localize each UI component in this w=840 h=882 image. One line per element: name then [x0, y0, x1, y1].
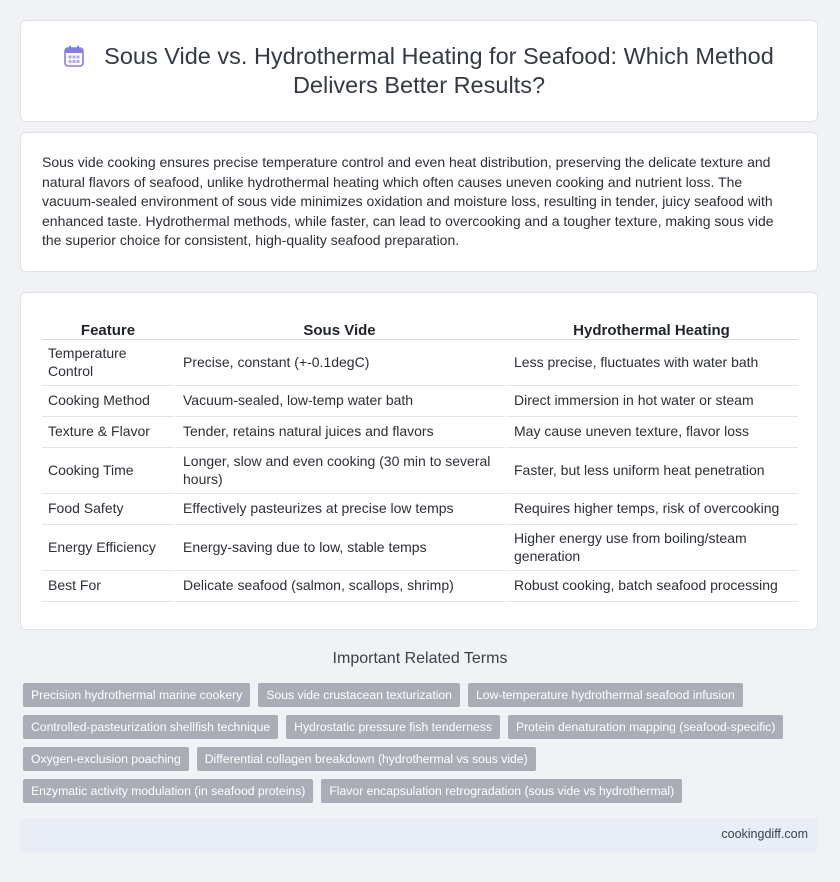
row-hydrothermal: Faster, but less uniform heat penetration	[505, 448, 798, 494]
calendar-icon	[64, 45, 84, 67]
table-header-row	[42, 313, 798, 340]
header-feature: Feature	[42, 313, 174, 340]
intro-paragraph: Sous vide cooking ensures precise temperature control and even heat distribution, preserving the delicate texture and natural flavors of seafood, unlike hydrothermal heating which often causes uneven cooking and nutrient loss. The vacuum-sealed environment of sous vide minimizes oxidation and moisture loss, resulting in tender, juicy seafood with enhanced taste. Hydrothermal methods, while faster, can lead to overcooking and a tougher texture, making sous vide the superior choice for consistent, high-quality seafood preparation.	[42, 154, 774, 249]
related-term-tag[interactable]: Flavor encapsulation retrogradation (sous vide vs hydrothermal)	[321, 779, 682, 803]
related-term-tag[interactable]: Oxygen-exclusion poaching	[23, 747, 189, 771]
row-feature: Cooking Time	[42, 448, 174, 494]
row-feature: Energy Efficiency	[42, 525, 174, 571]
title-card	[20, 20, 818, 122]
table-row	[42, 386, 798, 417]
related-terms-heading: Important Related Terms	[332, 650, 508, 667]
row-sous-vide: Vacuum-sealed, low-temp water bath	[174, 386, 505, 417]
table-row	[42, 494, 798, 525]
row-sous-vide: Delicate seafood (salmon, scallops, shrimp)	[174, 571, 505, 602]
table-row	[42, 525, 798, 571]
related-term-tag[interactable]: Hydrostatic pressure fish tenderness	[286, 715, 500, 739]
related-term-tag[interactable]: Differential collagen breakdown (hydrothermal vs sous vide)	[197, 747, 536, 771]
row-feature: Cooking Method	[42, 386, 174, 417]
row-hydrothermal: Robust cooking, batch seafood processing	[505, 571, 798, 602]
table-row	[42, 571, 798, 602]
intro-card	[20, 132, 818, 272]
table-row	[42, 448, 798, 494]
row-sous-vide: Precise, constant (+-0.1degC)	[174, 340, 505, 386]
row-sous-vide: Effectively pasteurizes at precise low temps	[174, 494, 505, 525]
footer-bar	[20, 818, 818, 852]
table-row	[42, 417, 798, 448]
related-terms-list	[23, 683, 823, 811]
row-hydrothermal: Higher energy use from boiling/steam generation	[505, 525, 798, 571]
related-term-tag[interactable]: Enzymatic activity modulation (in seafood proteins)	[23, 779, 313, 803]
related-term-tag[interactable]: Controlled-pasteurization shellfish technique	[23, 715, 278, 739]
related-term-tag[interactable]: Sous vide crustacean texturization	[258, 683, 460, 707]
header-hydrothermal: Hydrothermal Heating	[505, 313, 798, 340]
page-title-wrap	[54, 42, 784, 100]
comparison-table	[42, 313, 798, 602]
row-sous-vide: Longer, slow and even cooking (30 min to several hours)	[174, 448, 505, 494]
footer-site-link[interactable]: cookingdiff.com	[721, 827, 808, 841]
row-feature: Best For	[42, 571, 174, 602]
row-hydrothermal: Requires higher temps, risk of overcooking	[505, 494, 798, 525]
row-hydrothermal: May cause uneven texture, flavor loss	[505, 417, 798, 448]
related-term-tag[interactable]: Protein denaturation mapping (seafood-specific)	[508, 715, 783, 739]
header-sous-vide: Sous Vide	[174, 313, 505, 340]
row-sous-vide: Energy-saving due to low, stable temps	[174, 525, 505, 571]
comparison-card	[20, 292, 818, 630]
row-feature: Food Safety	[42, 494, 174, 525]
row-hydrothermal: Less precise, fluctuates with water bath	[505, 340, 798, 386]
table-row	[42, 340, 798, 386]
row-feature: Texture & Flavor	[42, 417, 174, 448]
row-hydrothermal: Direct immersion in hot water or steam	[505, 386, 798, 417]
row-feature: Temperature Control	[42, 340, 174, 386]
row-sous-vide: Tender, retains natural juices and flavors	[174, 417, 505, 448]
related-term-tag[interactable]: Low-temperature hydrothermal seafood infusion	[468, 683, 743, 707]
page-title: Sous Vide vs. Hydrothermal Heating for Seafood: Which Method Delivers Better Results?	[104, 43, 774, 98]
related-term-tag[interactable]: Precision hydrothermal marine cookery	[23, 683, 250, 707]
